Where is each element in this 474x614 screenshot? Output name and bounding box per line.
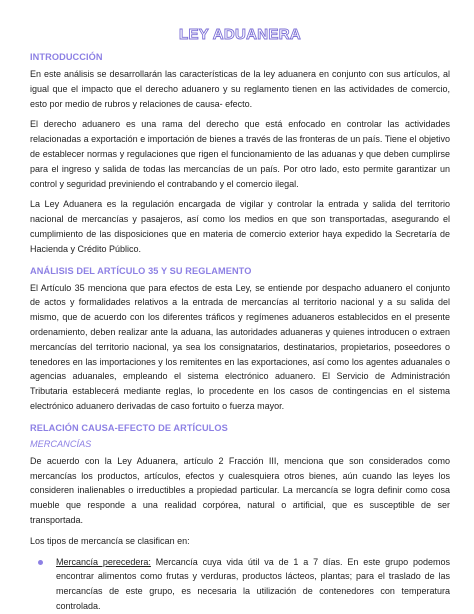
mercancias-paragraph-1: De acuerdo con la Ley Aduanera, artículo 2 Fracción III, menciona que son considerados como mercancías los productos, artículos, efectos y cualesquiera otros bienes, aún cuando las leyes los consideren inalienables o irreductibles a propiedad particular. La mercancía se logra definir como cosa mueble que responde a una realidad corpórea, natural o artificial, que es susceptible de ser transportada. <box>30 455 450 525</box>
intro-paragraph-1: En este análisis se desarrollarán las características de la ley aduanera en conjunto con sus artículos, al igual que el impacto que el derecho aduanero y su reglamento tienen en las actividades de comercio, esto por medio de rubros y relaciones de causa- efecto. <box>30 69 450 109</box>
mercancia-types-list <box>30 555 450 614</box>
intro-paragraph-2: El derecho aduanero es una rama del derecho que está enfocado en controlar las actividades relacionadas a exportación e importación de bienes a través de las fronteras de un país. Tiene el objetivo de establecer normas y regulaciones que rigen el funcionamiento de las aduanas y que deben cumplirse para el ingreso y salida de todas las mercancías de un país. Por otro lado, esto permite garantizar un control y seguridad previniendo el contrabando y el comercio ilegal. <box>30 119 450 189</box>
list-item <box>30 555 450 614</box>
intro-paragraph-3: La Ley Aduanera es la regulación encargada de vigilar y controlar la entrada y salida del territorio nacional de mercancías y pasajeros, así como los medios en que son transportadas, asegurando el cumplimiento de las disposiciones que en materia de comercio exterior haya expedido la Secretaría de Hacienda y Crédito Público. <box>30 199 450 254</box>
mercancias-paragraph-2: Los tipos de mercancía se clasifican en: <box>30 535 190 546</box>
bullet-dot-icon <box>38 560 43 565</box>
document-title: LEY ADUANERA <box>179 26 301 43</box>
subheading-mercancias: MERCANCÍAS <box>30 438 92 449</box>
heading-introduccion: INTRODUCCIÓN <box>30 52 103 62</box>
bullet-text: Mercancía cuya vida útil va de 1 a 7 días. En este grupo podemos encontrar alimentos como frutas y verduras, productos lácteos, plantas; para el traslado de las mercancías de este grupo, es necesaria la utilización de contenedores con temperatura controlada. <box>56 556 450 611</box>
bullet-term: Mercancía perecedera: <box>56 556 151 567</box>
heading-relacion: RELACIÓN CAUSA-EFECTO DE ARTÍCULOS <box>30 422 228 433</box>
analysis-paragraph: El Artículo 35 menciona que para efectos de esta Ley, se entiende por despacho aduanero el conjunto de actos y formalidades relativos a la entrada de mercancías al territorio nacional y a su salida del mismo, que de acuerdo con los diferentes tráficos y regímenes aduaneros establecidos en el presente ordenamiento, deben realizar ante la aduana, las autoridades aduaneras y quienes introducen o extraen mercancías del territorio nacional, ya sea los consignatarios, destinatarios, propietarios, poseedores o tenedores en las importaciones y los remitentes en las exportaciones, así como los agentes aduanales o agencias aduanales, empleando el sistema electrónico aduanero. El Servicio de Administración Tributaria establecerá mediante reglas, lo procedente en los casos de contingencias en el sistema electrónico aduanero derivadas de caso fortuito o fuerza mayor. <box>30 282 450 411</box>
heading-analisis: ANÁLISIS DEL ARTÍCULO 35 Y SU REGLAMENTO <box>30 265 252 276</box>
